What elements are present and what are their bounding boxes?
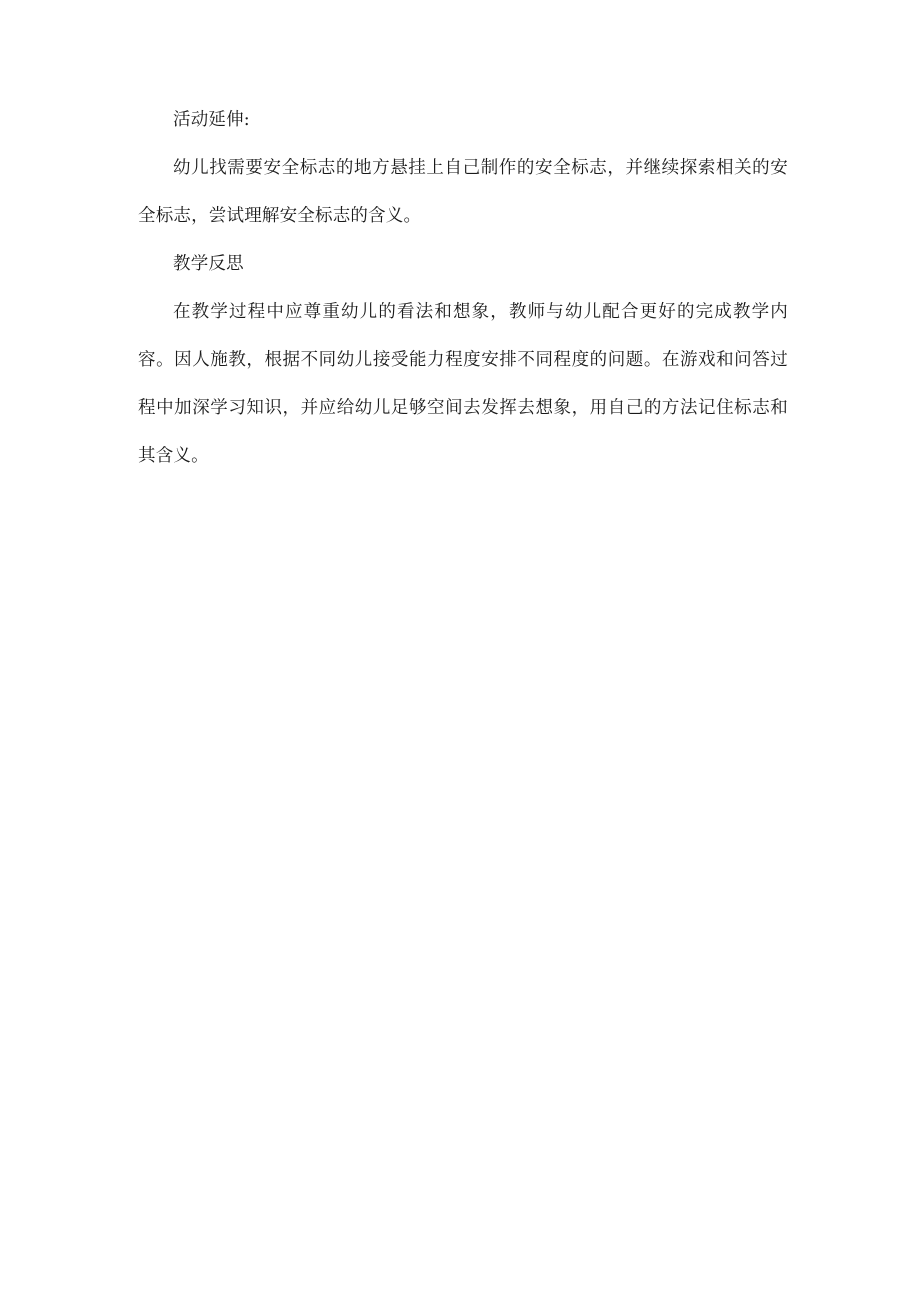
section-paragraph-teaching-reflection: 在教学过程中应尊重幼儿的看法和想象，教师与幼儿配合更好的完成教学内容。因人施教，根据不同幼儿接受能力程度安排不同程度的问题。在游戏和问答过程中加深学习知识，并应给幼儿足够空间去发挥去想象，用自己的方法记住标志和其含义。 <box>138 302 788 466</box>
section-heading-teaching-reflection: 教学反思 <box>173 254 244 274</box>
section-paragraph-activity-extension: 幼儿找需要安全标志的地方悬挂上自己制作的安全标志，并继续探索相关的安全标志，尝试理解安全标志的含义。 <box>138 158 788 226</box>
document-body <box>138 96 788 480</box>
section-heading-activity-extension: 活动延伸: <box>173 110 250 130</box>
